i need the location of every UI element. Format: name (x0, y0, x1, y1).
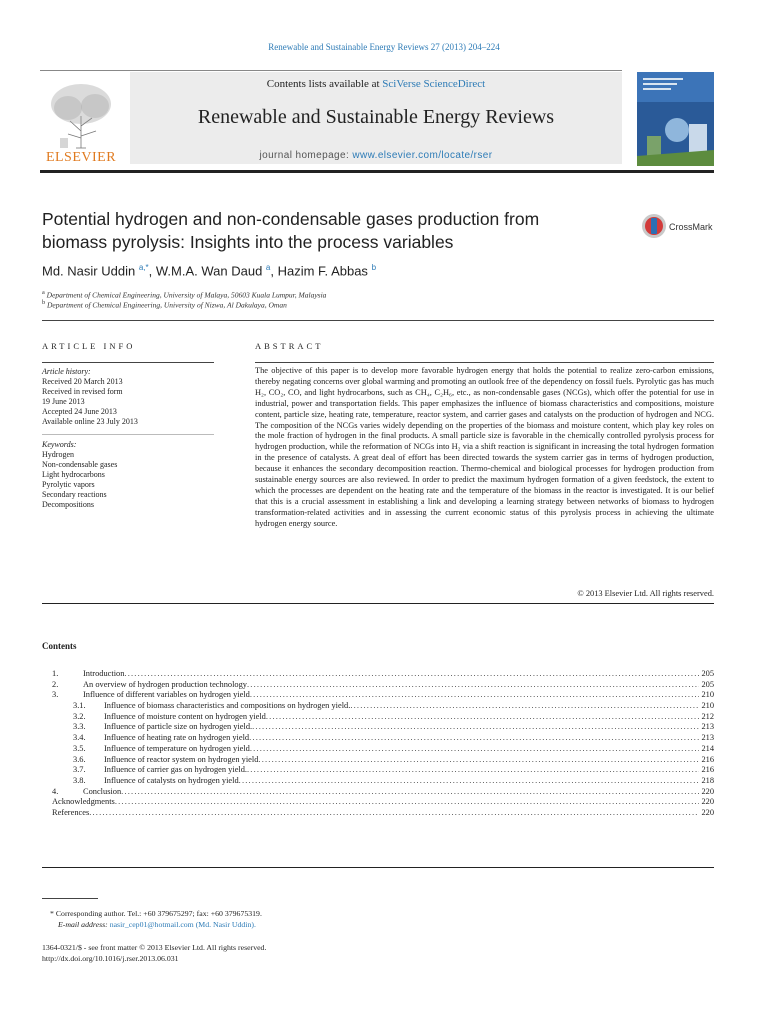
toc-leader-dots (239, 776, 700, 787)
article-title-line-1: Potential hydrogen and non-condensable gases production from (42, 209, 540, 229)
homepage-prefix: journal homepage: (259, 150, 353, 161)
toc-entry-page: 220 (701, 797, 714, 807)
toc-entry-label: Influence of heating rate on hydrogen yield (104, 733, 250, 743)
elsevier-wordmark[interactable]: ELSEVIER (45, 150, 117, 165)
toc-entry-page: 212 (701, 711, 714, 721)
keyword: Hydrogen (42, 450, 74, 459)
toc-leader-dots (250, 744, 700, 755)
toc-entry-page: 218 (701, 775, 714, 785)
crossmark-label: CrossMark (669, 222, 713, 232)
toc-leader-dots (89, 808, 699, 819)
history-item: 19 June 2013 (42, 397, 85, 406)
author-affiliation-mark[interactable]: a,* (138, 263, 149, 272)
toc-leader-dots (252, 722, 699, 733)
divider (42, 362, 214, 363)
toc-leader-dots (121, 787, 699, 798)
author-name[interactable]: W.M.A. Wan Daud (155, 263, 263, 279)
toc-leader-dots (247, 680, 699, 691)
keyword: Non-condensable gases (42, 460, 118, 469)
toc-entry-number (42, 808, 52, 819)
toc-entry-number (42, 797, 52, 808)
toc-entry-number: 3.1. (73, 701, 86, 711)
toc-entry-number: 1. (52, 669, 59, 678)
toc-leader-dots (266, 712, 700, 723)
header-top-rule (40, 70, 622, 71)
header-bottom-rule (40, 170, 714, 173)
abstract-text: The objective of this paper is to develop more favorable hydrogen energy that holds the potential to realize zero-carbon emissions, thereby negating concerns over global warming and promoting an outlook free of the dependency on fossil fuels. Pyrolytic gas has much H₂, CO₂, CO, and light hydrocarbons, such as CH₄, C₂H₆, etc., as non-condensable gases (NCGs), which offer the potential for use in industrial, power and transportation fields. This paper emphasizes the influence of biomass characteristics and compositions, moisture content, particle size, heating rate, temperature, reactor system, and carrier gases and catalysts on the production of hydrogen and NCG. The composition of the NCGs varies widely depending on the properties of the biomass and moisture content, which play key roles on the mole fraction of hydrogen in the final products. A small particle size is favorable in the chemically controlled pyrolysis process for hydrogen production, while the reformation of NCGs into H₂ via a shift reaction is significant in increasing the total hydrogen formation in the presence of catalysts. A great deal of effort has been directed towards the system carrier gas in terms of hydrogen production, because it enhances the secondary decomposition reaction. Thermo-chemical and biological processes for hydrogen production from sustainable energy sources are also reviewed. In order to predict the maximum hydrogen formation of a given feedstock, the extent to which the processes are dependent on the heating rate and the temperature of the biomass in the reactor is investigated. It is our belief that this is a crucial assessment in establishing a link and developing a learning strategy between networks of biomass to hydrogen transformation-related activities and in assessing the current economic status of this pyrolysis process in achieving the ultimate hydrogen energy source. (255, 366, 714, 528)
toc-entry[interactable] (42, 744, 714, 755)
homepage-link[interactable]: www.elsevier.com/locate/rser (352, 150, 493, 161)
journal-citation[interactable]: Renewable and Sustainable Energy Reviews 27 (2013) 204–224 (268, 42, 500, 52)
author-list: Md. Nasir Uddin $^{a,*}$, W.M.A. Wan Daud $^a$, Hazim F. Abbas $^b$ (42, 263, 377, 279)
toc-entry-page: 210 (701, 701, 714, 711)
toc-leader-dots (249, 733, 699, 744)
toc-entry-label: Conclusion (83, 786, 122, 796)
toc-entry-label: Influence of catalysts on hydrogen yield (104, 775, 239, 785)
keyword: Decompositions (42, 500, 94, 509)
email-note (58, 920, 256, 929)
affiliation-a (42, 289, 326, 300)
toc-entry-number: 3.5. (73, 743, 86, 753)
toc-entry-page: 205 (701, 679, 714, 689)
toc-entry-label: Influence of temperature on hydrogen yield (104, 743, 250, 753)
toc-entry-label: Introduction (83, 669, 125, 678)
toc-entry[interactable] (42, 669, 714, 680)
contents-prefix: Contents lists available at (266, 78, 383, 90)
toc-entry[interactable] (42, 690, 714, 701)
footnote-rule (42, 898, 98, 899)
divider (42, 867, 714, 868)
article-title (42, 208, 602, 254)
author-name[interactable]: Md. Nasir Uddin (42, 263, 136, 279)
toc-entry[interactable] (42, 722, 714, 733)
toc-entry-label: Influence of different variables on hydrogen yield (83, 690, 250, 700)
toc-entry-label: Influence of moisture content on hydrogen yield (104, 711, 266, 721)
toc-entry[interactable] (42, 755, 714, 766)
toc-entry-label: Influence of particle size on hydrogen yield. (104, 722, 253, 732)
copyright-line: © 2013 Elsevier Ltd. All rights reserved. (577, 589, 714, 598)
affiliation-b (42, 299, 287, 310)
doi-link[interactable]: http://dx.doi.org/10.1016/j.rser.2013.06.031 (42, 954, 179, 963)
keyword: Secondary reactions (42, 490, 107, 499)
toc-entry-page: 213 (701, 722, 714, 732)
toc-entry[interactable] (42, 733, 714, 744)
toc-entry-number: 3.8. (73, 775, 86, 785)
article-info-heading: ARTICLE INFO (42, 341, 136, 351)
toc-entry-number: 2. (52, 679, 59, 689)
toc-entry-page: 214 (701, 743, 714, 753)
toc-entry-page: 213 (701, 733, 714, 743)
issn-line: 1364-0321/$ - see front matter © 2013 Elsevier Ltd. All rights reserved. (42, 943, 267, 952)
journal-cover-thumbnail[interactable] (637, 72, 714, 166)
affiliation-mark: b (42, 299, 46, 306)
author-affiliation-mark[interactable]: a (265, 263, 271, 272)
author-affiliation-mark[interactable]: b (371, 263, 377, 272)
keyword: Pyrolytic vapors (42, 480, 95, 489)
toc-entry-number: 3.4. (73, 733, 86, 743)
keywords-label: Keywords: (42, 440, 77, 449)
divider (42, 434, 214, 435)
toc-entry[interactable] (42, 808, 714, 819)
divider (255, 362, 714, 363)
keyword: Light hydrocarbons (42, 470, 105, 479)
toc-entry-label: Influence of reactor system on hydrogen yield (104, 754, 259, 764)
contents-available-line (130, 78, 622, 90)
toc-entry-page: 220 (701, 807, 714, 817)
divider (42, 320, 714, 321)
affiliation-text: Department of Chemical Engineering, University of Nizwa, Al Dakulaya, Oman (47, 300, 287, 310)
toc-entry-label: An overview of hydrogen production technology (83, 679, 247, 689)
history-item: Accepted 24 June 2013 (42, 407, 117, 416)
toc-leader-dots (350, 701, 699, 712)
toc-entry-page: 210 (701, 690, 714, 700)
table-of-contents (42, 669, 714, 819)
article-history (42, 367, 138, 427)
toc-entry[interactable] (42, 680, 714, 691)
toc-entry[interactable] (42, 701, 714, 712)
affiliation-text: Department of Chemical Engineering, University of Malaya, 50603 Kuala Lumpur, Malaysia (46, 290, 327, 300)
journal-homepage-line (130, 150, 622, 161)
toc-entry-number: 4. (52, 786, 59, 796)
toc-leader-dots (250, 690, 700, 701)
email-label: E-mail address: (58, 920, 108, 929)
toc-entry-label: Influence of carrier gas on hydrogen yield. (104, 765, 248, 775)
toc-entry-page: 220 (701, 786, 714, 796)
toc-entry[interactable] (42, 776, 714, 787)
toc-entry-page: 216 (701, 754, 714, 764)
toc-entry-label: References (52, 807, 90, 817)
journal-title: Renewable and Sustainable Energy Reviews (197, 106, 555, 128)
keywords (42, 440, 117, 510)
crossmark-badge[interactable] (641, 212, 721, 240)
affiliation-mark: a (42, 289, 45, 296)
toc-entry-number: 3.2. (73, 711, 86, 721)
toc-entry[interactable] (42, 787, 714, 798)
history-label: Article history: (42, 367, 91, 376)
history-item: Available online 23 July 2013 (42, 417, 138, 426)
sciencedirect-link[interactable]: SciVerse ScienceDirect (382, 78, 486, 90)
toc-entry[interactable] (42, 765, 714, 776)
corresponding-author-note: * Corresponding author. Tel.: +60 379675297; fax: +60 379675319. (50, 909, 262, 918)
toc-entry-number: 3.7. (73, 765, 86, 775)
history-item: Received in revised form (42, 387, 123, 396)
toc-leader-dots (258, 755, 699, 766)
email-link[interactable]: nasir_cep01@hotmail.com (Md. Nasir Uddin). (109, 920, 256, 929)
toc-leader-dots (115, 797, 700, 808)
history-item: Received 20 March 2013 (42, 377, 123, 386)
abstract-heading: ABSTRACT (255, 341, 324, 351)
toc-entry-label: Influence of biomass characteristics and compositions on hydrogen yield. (104, 701, 351, 711)
divider (42, 603, 714, 604)
toc-entry-number: 3.6. (73, 754, 86, 764)
toc-entry-page: 205 (701, 669, 714, 678)
article-title-line-2: biomass pyrolysis: Insights into the process variables (42, 232, 454, 252)
toc-leader-dots (247, 765, 699, 776)
toc-entry[interactable] (42, 712, 714, 723)
toc-entry-page: 216 (701, 765, 714, 775)
author-name[interactable]: Hazim F. Abbas (277, 263, 368, 279)
toc-leader-dots (124, 669, 699, 680)
contents-heading: Contents (42, 641, 77, 651)
toc-entry-number: 3. (52, 690, 59, 700)
toc-entry[interactable] (42, 797, 714, 808)
toc-entry-label: Acknowledgments (52, 797, 115, 807)
toc-entry-number: 3.3. (73, 722, 86, 732)
